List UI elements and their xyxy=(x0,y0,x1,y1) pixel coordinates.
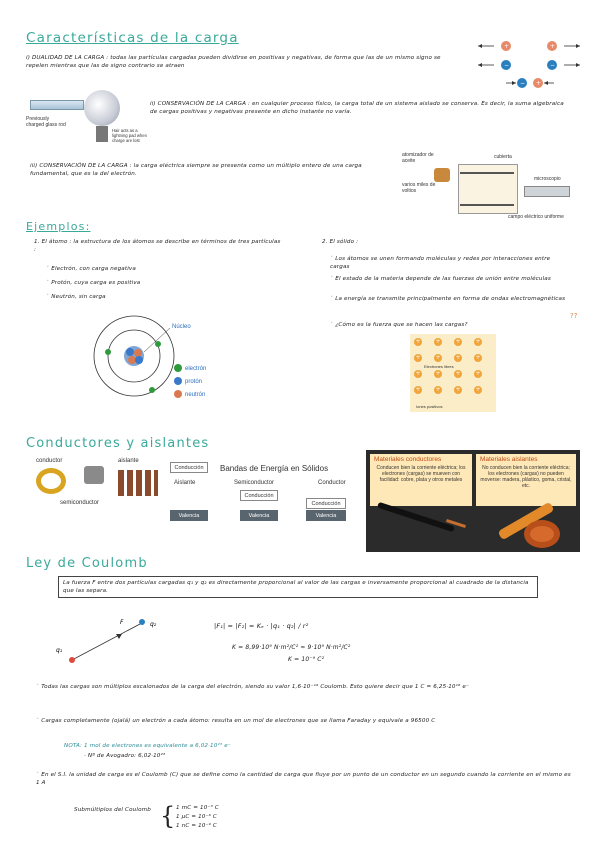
force-label: F xyxy=(120,619,124,626)
cable xyxy=(377,502,455,532)
sphere-stand xyxy=(96,126,108,142)
materials-figure xyxy=(30,456,164,518)
label-electron: electrón xyxy=(185,366,207,372)
plate-bottom xyxy=(460,204,514,206)
coul-bullet-2: · Cargas completamente (ojalá) un electrón a cada átomo: resulta en un mol de electrones que se llama Faraday y equivale a 96500 C xyxy=(36,714,436,725)
materials-panel xyxy=(366,450,580,552)
q2-label: q₂ xyxy=(150,621,157,628)
microscope xyxy=(524,186,570,197)
plus-2: + xyxy=(550,43,556,50)
charges-diagram xyxy=(476,38,586,90)
lattice-label: Electrones libres xyxy=(424,364,454,369)
glass-rod xyxy=(30,100,84,110)
millikan-figure xyxy=(398,150,578,226)
label-cubierta: cubierta xyxy=(494,154,512,160)
title-coulomb: Ley de Coulomb xyxy=(26,556,148,571)
minus-3: − xyxy=(520,80,526,87)
plate-top xyxy=(460,172,514,174)
force-diagram xyxy=(52,612,162,668)
label-voltios: varios miles de voltios xyxy=(402,182,436,194)
band-valencia-semi: Valencia xyxy=(240,510,278,521)
sub-3: 1 nC = 10⁻⁹ C xyxy=(176,823,217,829)
minus-1: − xyxy=(504,62,510,69)
solido-head: 2. El sólido : xyxy=(322,239,359,245)
label-campo: campo eléctrico uniforme xyxy=(508,214,564,220)
solido-item-4: · ¿Cómo es la fuerza que se hacen las cargas? xyxy=(330,318,468,329)
formula-1: |F₁| = |F₂| = Kₑ · |q₁ · q₂| / r² xyxy=(214,622,309,630)
atomo-head: 1. El átomo : la estructura de los átomos se describe en términos de tres partículas : xyxy=(34,239,281,253)
band-valencia-aislante: Valencia xyxy=(170,510,208,521)
solido-item-3: · La energía se transmite principalmente en forma de ondas electromagnéticas xyxy=(330,292,566,303)
label-neutron: neutrón xyxy=(185,392,206,398)
coul-bullet-3: · En el S.I. la unidad de carga es el Coulomb (C) que se define como la cantidad de carga que fluye por un punto de un conductor en un segundo cuando la corriente en el mismo es 1 A xyxy=(36,768,571,786)
minus-2: − xyxy=(550,62,556,69)
sub-1: 1 mC = 10⁻³ C xyxy=(176,805,219,811)
label-conductor: conductor xyxy=(36,458,63,464)
label-nucleo: Núcleo xyxy=(172,324,191,330)
mat-a-title: Materiales aislantes xyxy=(480,456,538,463)
coulomb-box: La fuerza F entre dos partículas cargadas q₁ y q₂ es directamente proporcional al valor de las cargas e inversamente proporcional al cuadrado de la distancia que las separa. xyxy=(58,576,538,598)
band-label-semi: Semiconductor xyxy=(234,480,275,486)
charged-rod-figure xyxy=(26,88,146,150)
title-conductores: Conductores y aislantes xyxy=(26,436,210,451)
label-atomizador: atomizador de aceite xyxy=(402,152,434,164)
title-ejemplos: Ejemplos: xyxy=(26,220,91,233)
submultiplos-label: Submúltiplos del Coulomb xyxy=(74,807,151,813)
panel-aislantes xyxy=(476,454,576,506)
car-dualidad: i) DUALIDAD DE LA CARGA : todas las partículas cargadas pueden dividirse en positivas y negativas, de forma que las de un mismo signo se repelen mientras que las de signo contrario se atraen xyxy=(26,55,441,69)
lattice-figure: + + + + + + + + + + + + + + + + Electrones libres Iones positivos xyxy=(410,334,496,412)
coul-bullet-1: · Todas las cargas son múltiplos escalonados de la carga del electrón, siendo su valor 1,6·10⁻¹⁹ Coulomb. Esto quiere decir que 1 C = 6,25·10¹⁸ e⁻ xyxy=(36,680,470,691)
caption-rod: Previously charged glass rod xyxy=(26,116,66,128)
mat-c-text: Conducen bien la corriente eléctrica; los electrones (cargas) se mueven con facilidad: cobre, plata y otros metales xyxy=(376,465,466,483)
band-title: Bandas de Energía en Sólidos xyxy=(220,464,329,473)
panel-conductores xyxy=(370,454,472,506)
atomo-item-1: · Electrón, con carga negativa xyxy=(46,262,136,273)
band-conduccion-semi: Conducción xyxy=(240,490,278,501)
ring xyxy=(36,468,66,494)
formula-2: K = 8,99·10⁹ N·m²/C² ≈ 9·10⁹ N·m²/C² xyxy=(232,644,351,651)
band-label-conductor: Conductor xyxy=(318,480,346,486)
formula-3: K = 10⁻⁹ C² xyxy=(288,656,325,663)
band-label-aislante: Aislante xyxy=(174,480,196,486)
band-valencia-conductor: Valencia xyxy=(306,510,346,521)
coul-nota: NOTA: 1 mol de electrones es equivalente a 6,02·10²³ e⁻ xyxy=(64,743,231,749)
question-marks: ?? xyxy=(570,312,578,320)
atomo-item-3: · Neutrón, sin carga xyxy=(46,290,106,301)
mat-a-text: No conducen bien la corriente eléctrica; los electrones (cargas) no pueden moverse: madera, plástico, goma, cristal, etc. xyxy=(480,465,572,489)
label-microscopio: microscopio xyxy=(534,176,561,182)
title-caracteristicas: Características de la carga xyxy=(26,30,239,46)
plus-1: + xyxy=(504,43,510,50)
fence xyxy=(118,470,158,496)
plus-3: + xyxy=(536,80,542,87)
label-proton: protón xyxy=(185,379,203,385)
mat-c-title: Materiales conductores xyxy=(374,456,442,463)
label-aislante: aislante xyxy=(118,458,139,464)
atom-figure xyxy=(92,306,216,406)
lattice-sublabel: Iones positivos xyxy=(416,404,443,409)
car-conservacion-2: iii) CONSERVACIÓN DE LA CARGA : la carga eléctrica siempre se presenta como un múltiplo entero de una carga fundamental, que es la del electrón. xyxy=(30,163,362,177)
caption-hair: Hair acts as a lightning pad when charge are lost xyxy=(112,128,147,143)
tape xyxy=(524,520,560,548)
band-conduccion-conductor: Conducción xyxy=(306,498,346,509)
solido-item-1: · Los átomos se unen formando moléculas y redes por interacciones entre cargas xyxy=(330,252,551,270)
stone xyxy=(84,466,104,484)
sphere xyxy=(84,90,120,126)
band-conduccion-aislante: Conducción xyxy=(170,462,208,473)
band-diagram xyxy=(168,460,358,524)
atomizer-bulb xyxy=(434,168,450,182)
sub-2: 1 μC = 10⁻⁶ C xyxy=(176,814,217,820)
atomo-item-2: · Protón, cuya carga es positiva xyxy=(46,276,141,287)
label-semiconductor: semiconductor xyxy=(60,500,100,506)
q1-label: q₁ xyxy=(56,647,63,654)
brace: { xyxy=(160,802,176,830)
solido-item-2: · El estado de la materia depende de las fuerzas de unión entre moléculas xyxy=(330,272,551,283)
coul-nota-2: · Nº de Avogadro: 6,02·10²³ xyxy=(84,753,166,759)
car-conservacion-1: ii) CONSERVACIÓN DE LA CARGA : en cualquier proceso físico, la carga total de un sistema aislado se conserva. Es decir, la suma algebraica de cargas positivas y negativas presente en dicho instante no varía. xyxy=(150,101,564,115)
charges-row-1 xyxy=(478,41,580,51)
